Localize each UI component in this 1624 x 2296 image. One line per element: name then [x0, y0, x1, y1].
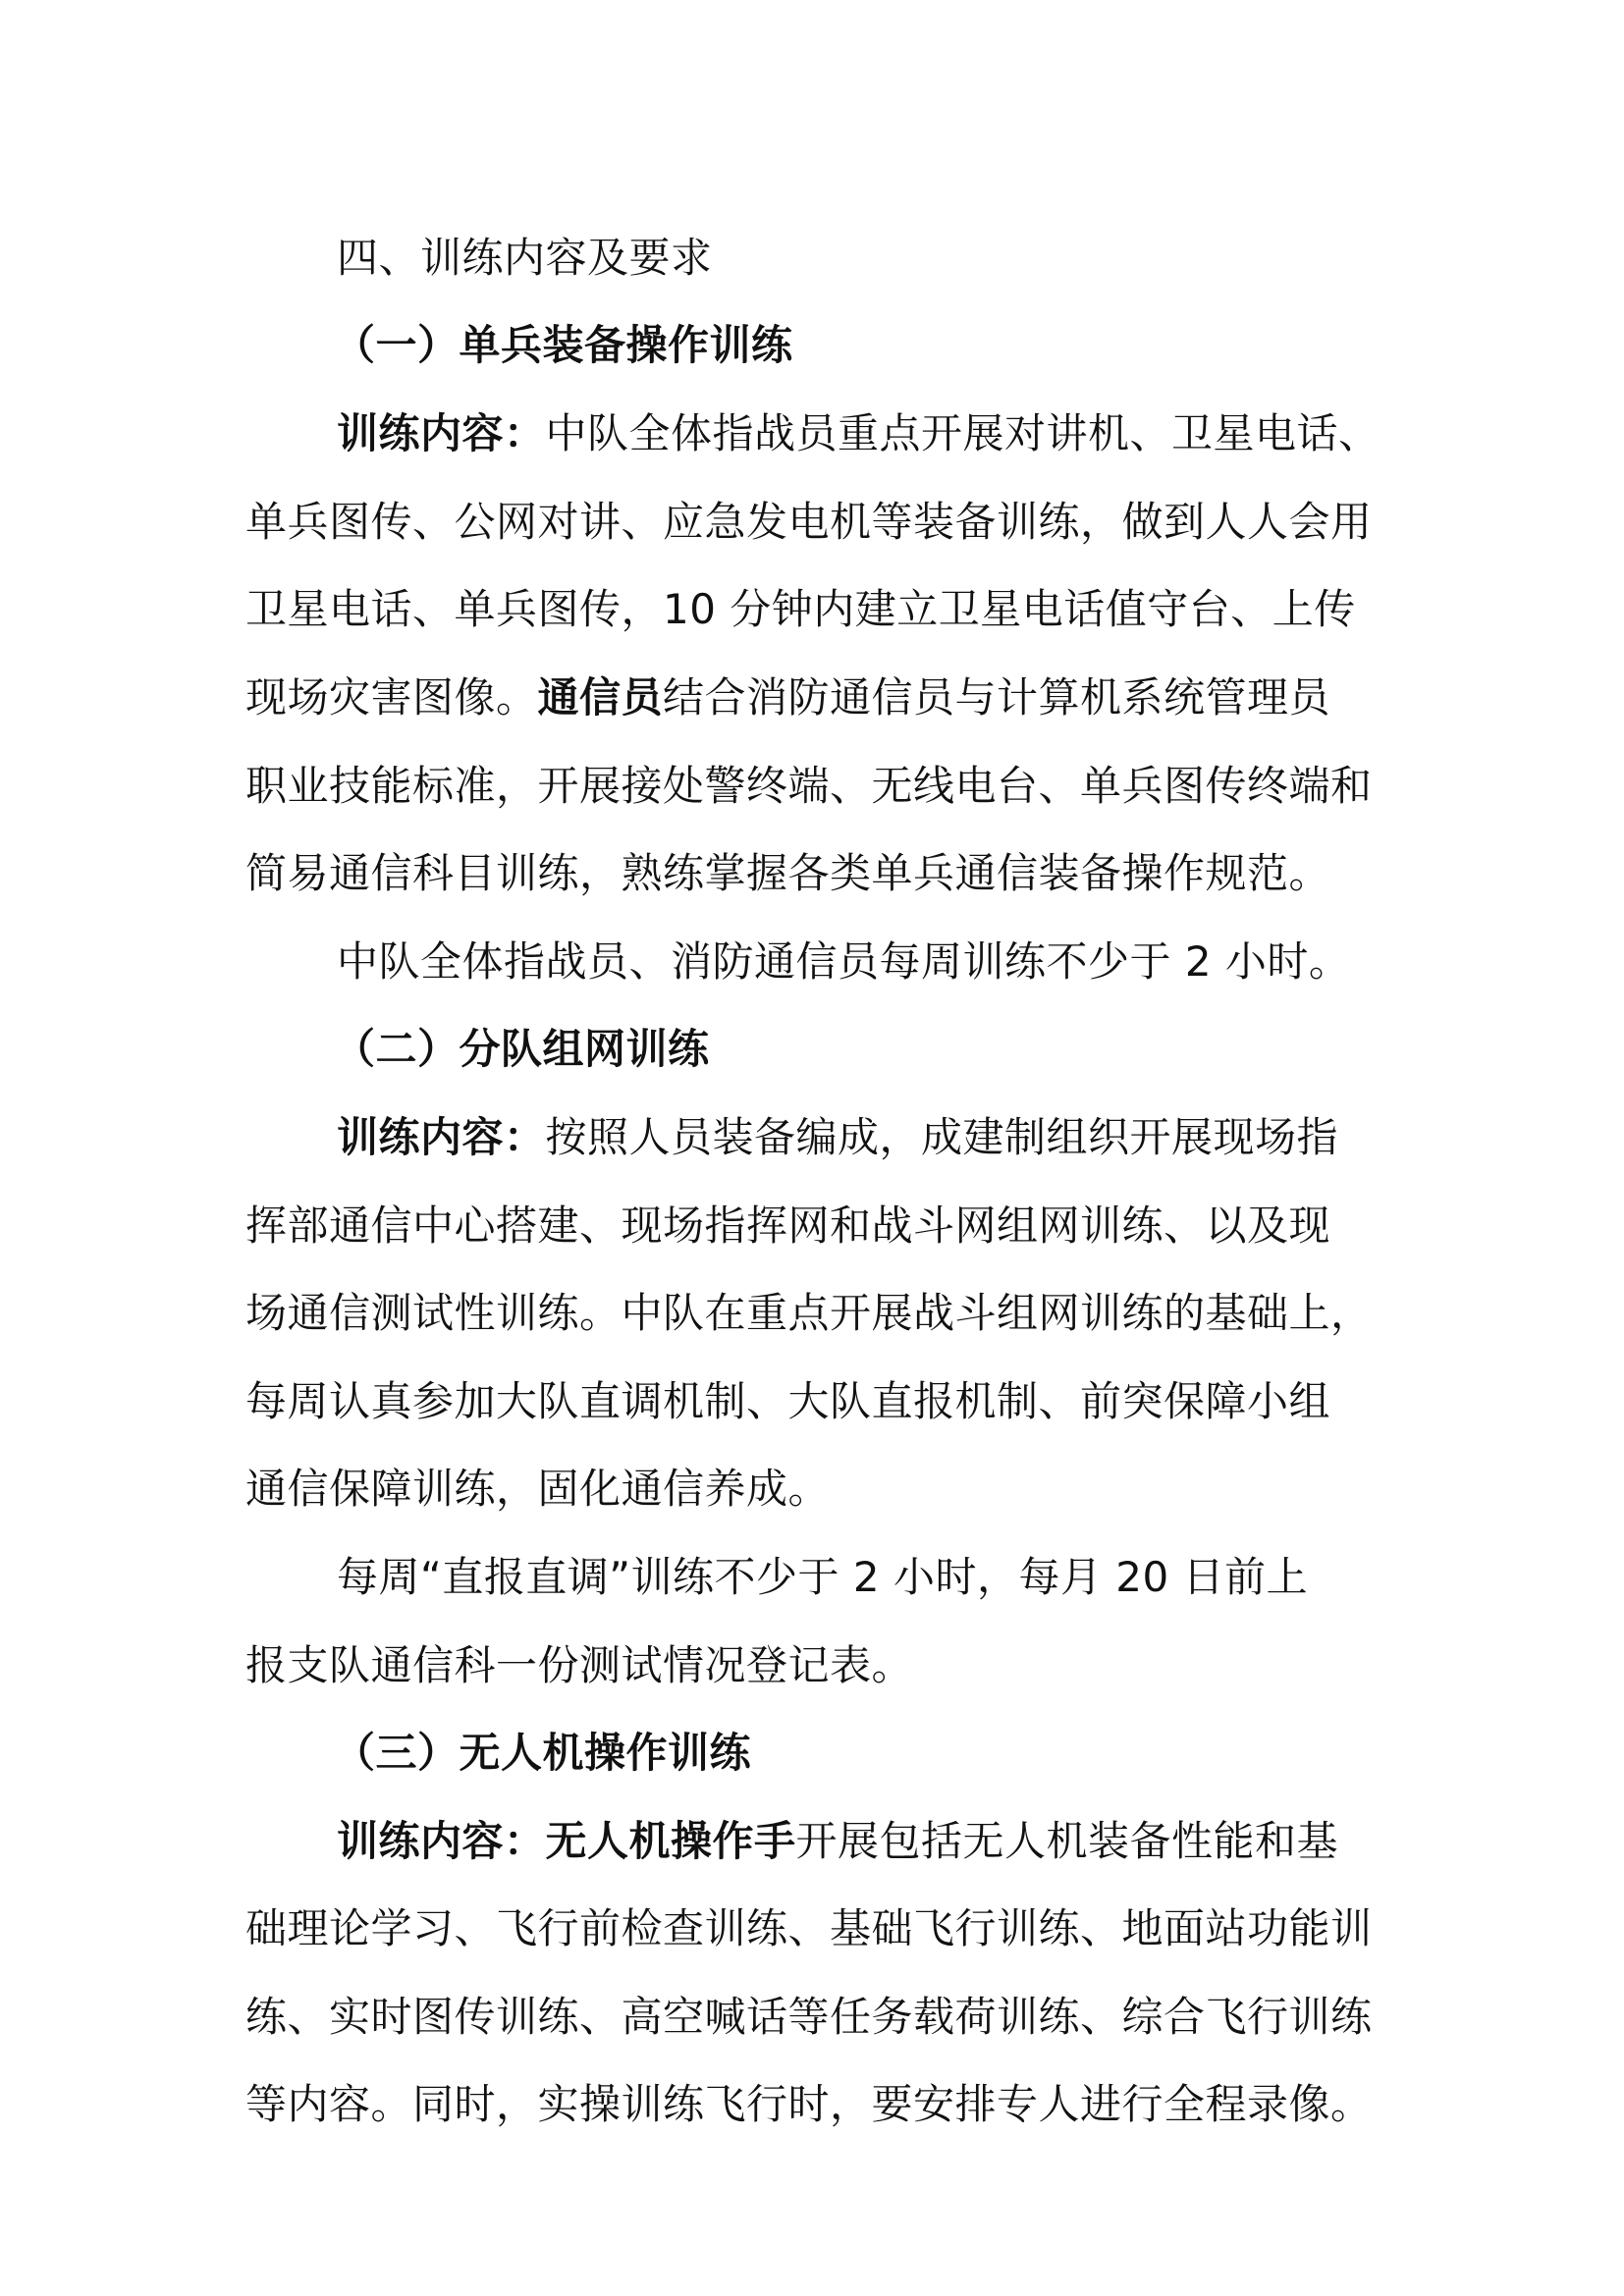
paragraph-text: 结合消防通信员与计算机系统管理员 — [663, 673, 1331, 721]
role-label: 无人机操作手 — [545, 1817, 796, 1865]
paragraph-1-line-4 — [245, 668, 1404, 727]
paragraph-text: 现场灾害图像。 — [245, 673, 538, 721]
section-heading: 四、训练内容及要求 — [337, 234, 713, 282]
requirement-2-line-2: 报支队通信科一份测试情况登记表。 — [245, 1641, 914, 1689]
paragraph-1-line-5: 职业技能标准，开展接处警终端、无线电台、单兵图传终端和 — [245, 762, 1373, 810]
requirement-1: 中队全体指战员、消防通信员每周训练不少于 2 小时。 — [337, 937, 1351, 986]
paragraph-3-line-4: 等内容。同时，实操训练飞行时，要安排专人进行全程录像。 — [245, 2080, 1373, 2128]
paragraph-2-line-4: 每周认真参加大队直调机制、大队直报机制、前突保障小组 — [245, 1377, 1331, 1425]
paragraph-1-line-1 — [337, 404, 1495, 463]
paragraph-3-line-2: 础理论学习、飞行前检查训练、基础飞行训练、地面站功能训 — [245, 1904, 1373, 1952]
content-label: 训练内容： — [337, 409, 546, 457]
paragraph-1-line-3: 卫星电话、单兵图传，10 分钟内建立卫星电话值守台、上传 — [245, 585, 1356, 633]
paragraph-text: 按照人员装备编成，成建制组织开展现场指 — [545, 1113, 1339, 1161]
paragraph-text: 开展包括无人机装备性能和基 — [795, 1817, 1339, 1865]
subsection-heading-1: （一）单兵装备操作训练 — [334, 321, 793, 369]
subsection-heading-2: （二）分队组网训练 — [334, 1025, 710, 1073]
paragraph-3-line-3: 练、实时图传训练、高空喊话等任务载荷训练、综合飞行训练 — [245, 1993, 1373, 2041]
subsection-heading-3: （三）无人机操作训练 — [334, 1729, 752, 1777]
paragraph-2-line-3: 场通信测试性训练。中队在重点开展战斗组网训练的基础上， — [245, 1289, 1373, 1337]
content-label: 训练内容： — [337, 1113, 546, 1161]
paragraph-2-line-1 — [337, 1108, 1495, 1167]
paragraph-1-line-2: 单兵图传、公网对讲、应急发电机等装备训练，做到人人会用 — [245, 498, 1373, 546]
paragraph-3-line-1 — [337, 1812, 1495, 1871]
paragraph-2-line-5: 通信保障训练，固化通信养成。 — [245, 1465, 831, 1513]
paragraph-text: 中队全体指战员重点开展对讲机、卫星电话、 — [545, 409, 1380, 457]
paragraph-1-line-6: 简易通信科目训练，熟练掌握各类单兵通信装备操作规范。 — [245, 849, 1331, 897]
role-label: 通信员 — [537, 673, 664, 721]
content-label: 训练内容： — [337, 1817, 546, 1865]
requirement-2-line-1: 每周“直报直调”训练不少于 2 小时，每月 20 日前上 — [337, 1553, 1309, 1601]
paragraph-2-line-2: 挥部通信中心搭建、现场指挥网和战斗网组网训练、以及现 — [245, 1201, 1331, 1250]
